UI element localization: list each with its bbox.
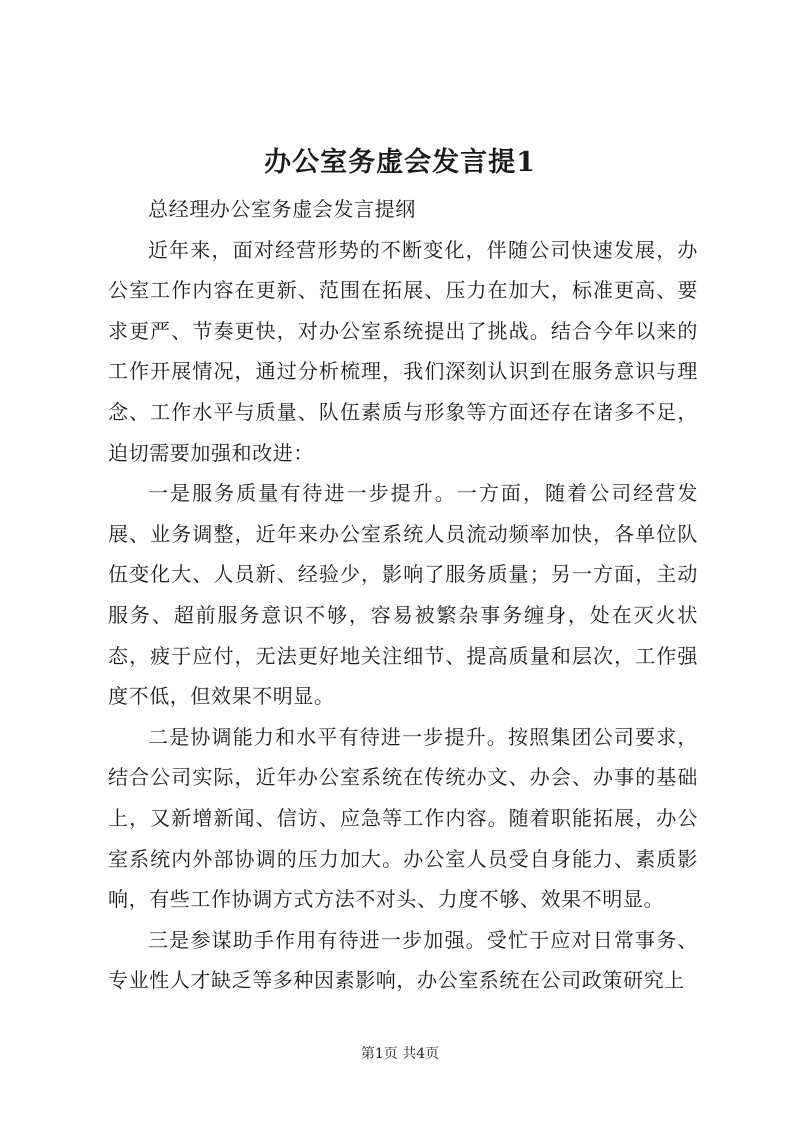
- subtitle-paragraph: 总经理办公室务虚会发言提纲: [148, 197, 416, 221]
- document-body: [108, 189, 698, 1001]
- point-one-paragraph: 一是服务质量有待进一步提升。一方面，随着公司经营发展、业务调整，近年来办公室系统人员流动频率加快，各单位队伍变化大、人员新、经验少，影响了服务质量；另一方面，主动服务、超前服务意识不够，容易被繁杂事务缠身，处在灭火状态，疲于应付，无法更好地关注细节、提高质量和层次，工作强度不低，但效果不明显。: [108, 481, 698, 709]
- page-title: 办公室务虚会发言提1: [264, 147, 536, 178]
- point-three-paragraph: 三是参谋助手作用有待进一步加强。受忙于应对日常事务、专业性人才缺乏等多种因素影响，办公室系统在公司政策研究上: [108, 927, 698, 993]
- intro-paragraph: 近年来，面对经营形势的不断变化，伴随公司快速发展，办公室工作内容在更新、范围在拓展、压力在加大，标准更高、要求更严、节奏更快，对办公室系统提出了挑战。结合今年以来的工作开展情况，通过分析梳理，我们深刻认识到在服务意识与理念、工作水平与质量、队伍素质与形象等方面还存在诸多不足，迫切需要加强和改进：: [108, 237, 698, 465]
- page-footer: 第1页 共4页: [360, 1046, 440, 1062]
- point-two-paragraph: 二是协调能力和水平有待进一步提升。按照集团公司要求，结合公司实际，近年办公室系统在传统办文、办会、办事的基础上，又新增新闻、信访、应急等工作内容。随着职能拓展，办公室系统内外部协调的压力加大。办公室人员受自身能力、素质影响，有些工作协调方式方法不对头、力度不够、效果不明显。: [108, 724, 698, 912]
